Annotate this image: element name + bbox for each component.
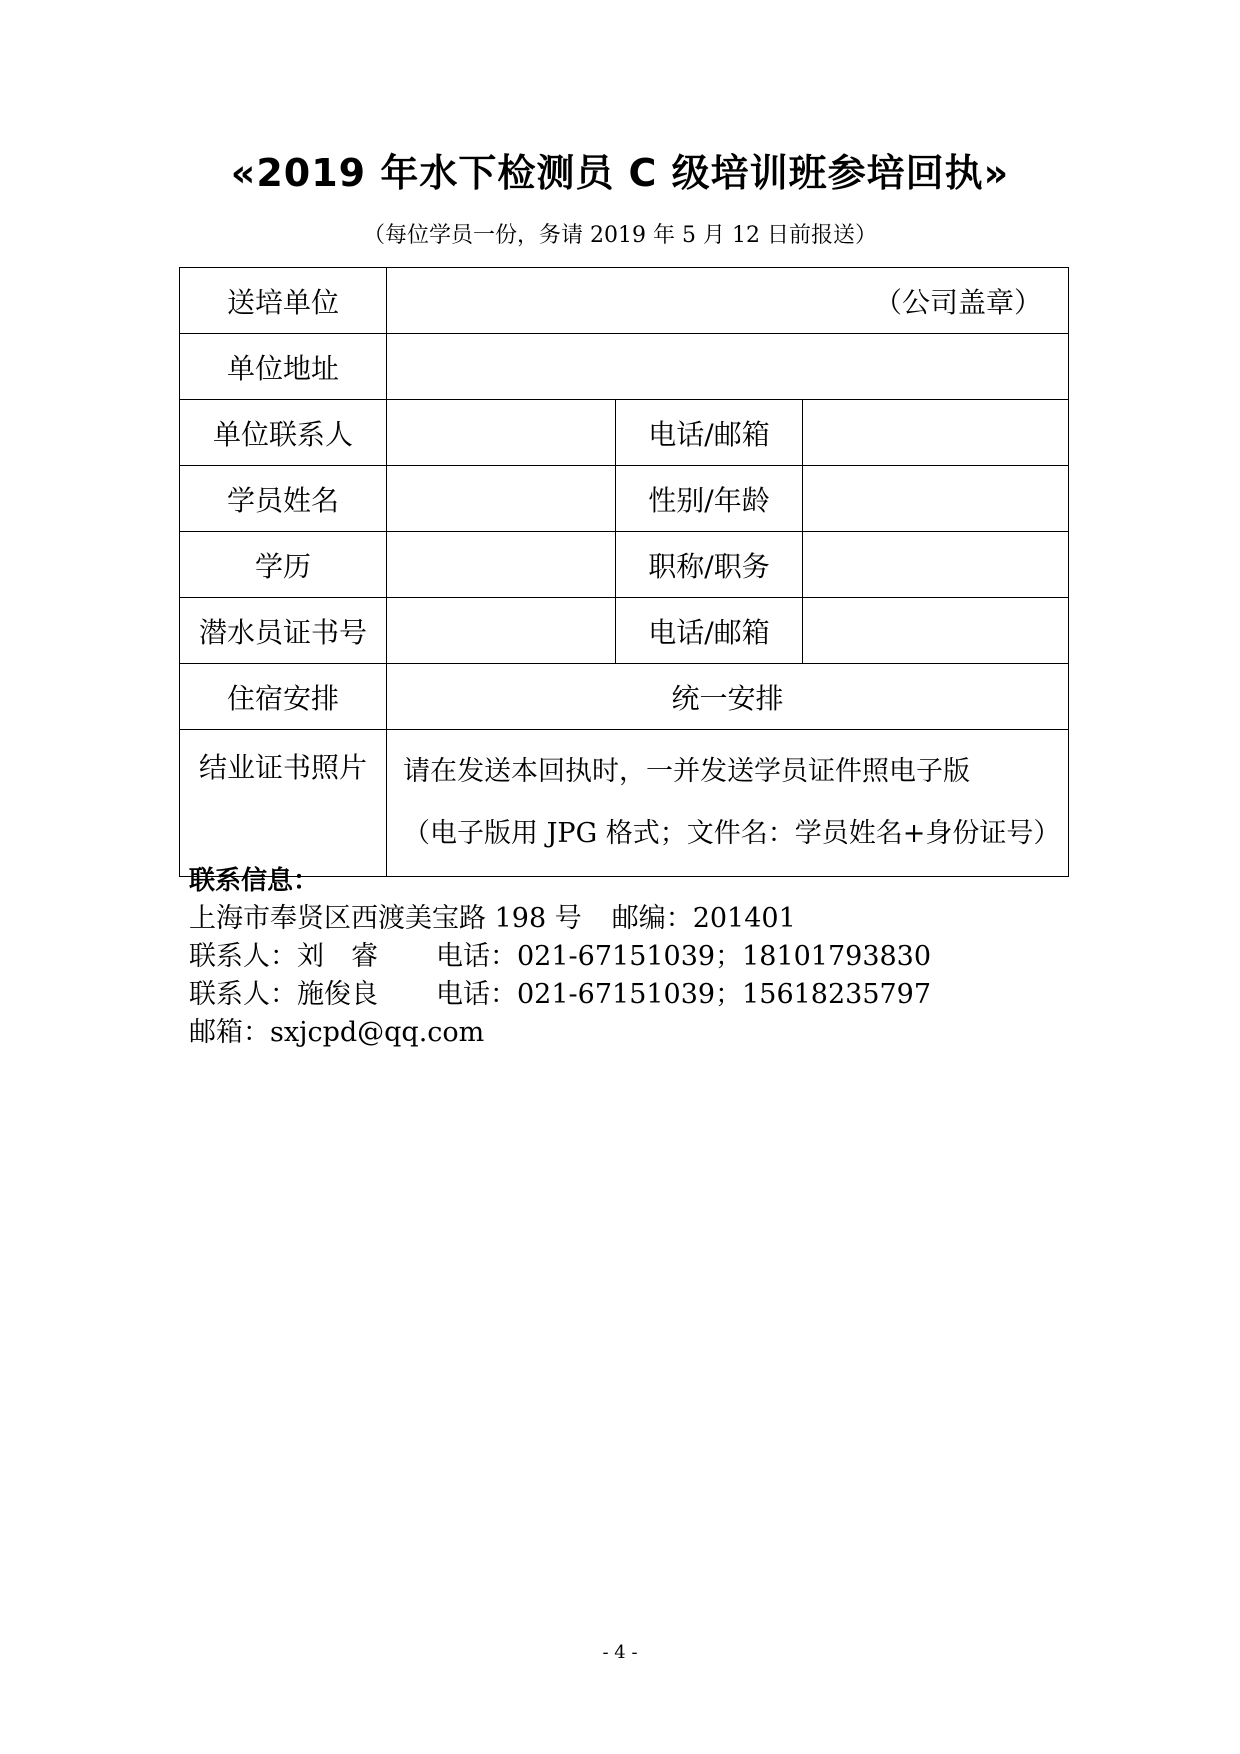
document-subtitle: （每位学员一份，务请 2019 年 5 月 12 日前报送）	[363, 223, 877, 248]
unit-label: 送培单位	[180, 268, 387, 334]
seal-note: （公司盖章）	[874, 285, 1043, 319]
registration-form-table	[179, 267, 1069, 877]
accommodation-value: 统一安排	[387, 664, 1069, 730]
contact-email-row	[189, 1014, 931, 1052]
contact-person-label: 单位联系人	[180, 400, 387, 466]
phone-email-field[interactable]	[803, 400, 1069, 466]
contact-person-1: 联系人：刘 睿	[189, 941, 378, 972]
accommodation-label: 住宿安排	[180, 664, 387, 730]
form-row-cert-photo	[180, 730, 1069, 877]
contact-heading: 联系信息：	[189, 866, 320, 896]
gender-age-label: 性别/年龄	[616, 466, 803, 532]
contact-person-1-row	[189, 938, 931, 976]
form-row-education	[180, 532, 1069, 598]
diver-cert-label: 潜水员证书号	[180, 598, 387, 664]
contact-person-2-row	[189, 976, 931, 1014]
contact-info	[189, 862, 931, 1052]
contact-address: 上海市奉贤区西渡美宝路 198 号	[189, 903, 582, 934]
phone-email-label: 电话/邮箱	[616, 400, 803, 466]
unit-field[interactable]	[387, 268, 1069, 334]
form-row-accommodation	[180, 664, 1069, 730]
address-field[interactable]	[387, 334, 1069, 400]
education-label: 学历	[180, 532, 387, 598]
title-position-label: 职称/职务	[616, 532, 803, 598]
student-name-label: 学员姓名	[180, 466, 387, 532]
form-row-contact-person	[180, 400, 1069, 466]
form-row-diver-cert	[180, 598, 1069, 664]
document-title: «2019 年水下检测员 C 级培训班参培回执»	[230, 151, 1010, 195]
diver-cert-field[interactable]	[387, 598, 616, 664]
cert-photo-label: 结业证书照片	[180, 730, 387, 877]
title-position-field[interactable]	[803, 532, 1069, 598]
cert-photo-note	[387, 730, 1069, 877]
phone-email-label-2: 电话/邮箱	[616, 598, 803, 664]
address-label: 单位地址	[180, 334, 387, 400]
contact-person-2: 联系人：施俊良	[189, 979, 378, 1010]
contact-email: 邮箱：sxjcpd@qq.com	[189, 1017, 485, 1048]
contact-phone-1: 电话：021-67151039；18101793830	[436, 941, 932, 972]
form-row-student	[180, 466, 1069, 532]
cert-photo-line-2: （电子版用 JPG 格式；文件名：学员姓名+身份证号）	[403, 818, 1061, 849]
contact-address-row	[189, 900, 931, 938]
form-row-unit	[180, 268, 1069, 334]
contact-postcode: 邮编：201401	[611, 903, 796, 934]
student-name-field[interactable]	[387, 466, 616, 532]
page-number: - 4 -	[602, 1642, 638, 1663]
cert-photo-line-1: 请在发送本回执时，一并发送学员证件照电子版	[403, 756, 970, 787]
form-row-address	[180, 334, 1069, 400]
contact-person-field[interactable]	[387, 400, 616, 466]
education-field[interactable]	[387, 532, 616, 598]
contact-phone-2: 电话：021-67151039；15618235797	[436, 979, 932, 1010]
gender-age-field[interactable]	[803, 466, 1069, 532]
phone-email-field-2[interactable]	[803, 598, 1069, 664]
